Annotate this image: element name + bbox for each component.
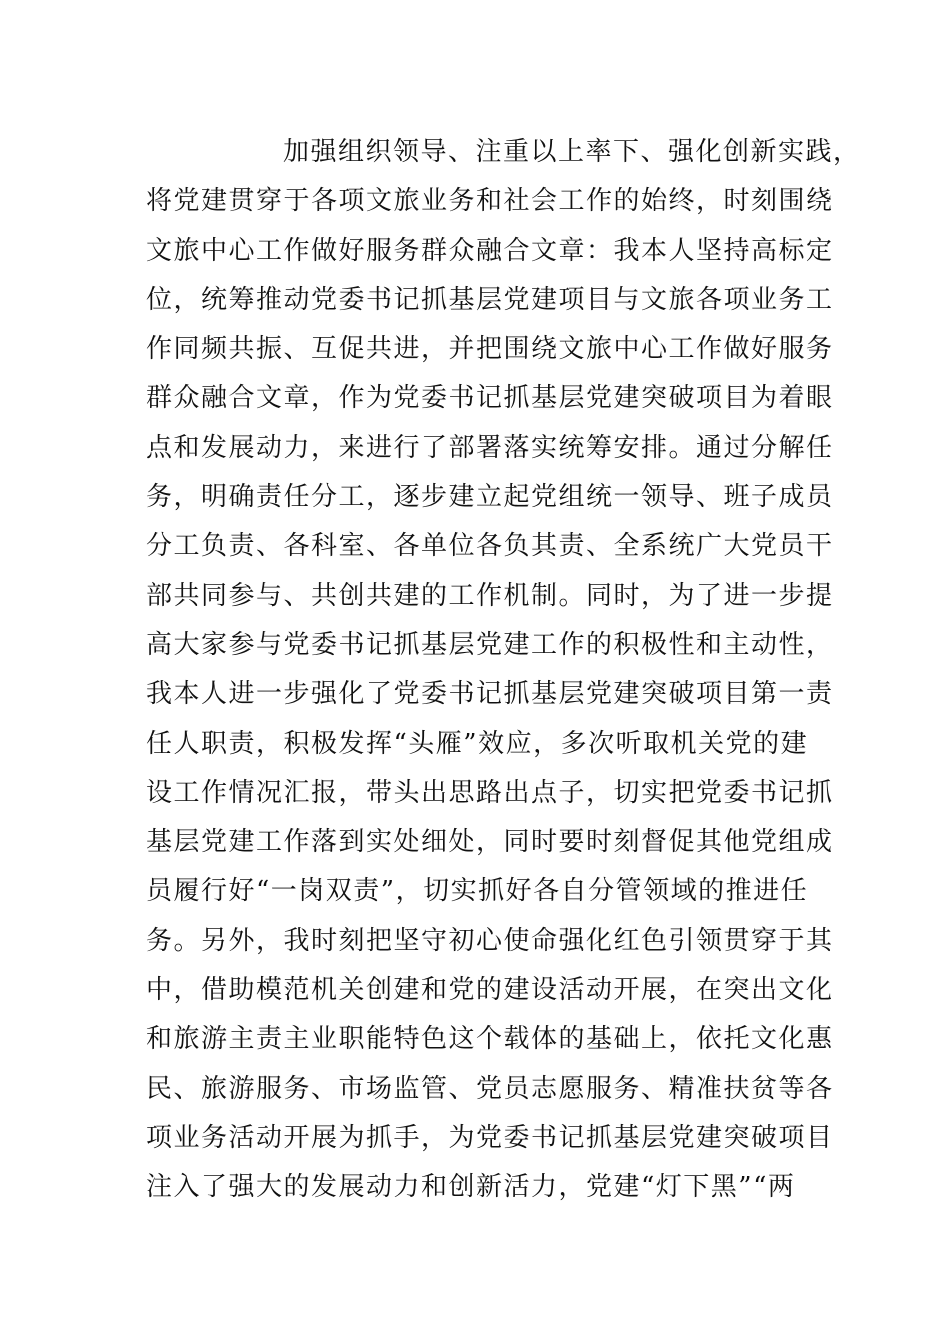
body-paragraph (146, 128, 861, 1213)
text-line: 群众融合文章，作为党委书记抓基层党建突破项目为着眼 (146, 383, 834, 414)
text-line: 点和发展动力，来进行了部署落实统筹安排。通过分解任 (146, 432, 834, 463)
text-line: 项业务活动开展为抓手，为党委书记抓基层党建突破项目 (146, 1122, 834, 1153)
text-line: 分工负责、各科室、各单位各负其责、全系统广大党员干 (146, 531, 834, 562)
text-line: 设工作情况汇报，带头出思路出点子，切实把党委书记抓 (146, 777, 834, 808)
text-line: 高大家参与党委书记抓基层党建工作的积极性和主动性， (146, 629, 834, 660)
text-line: 文旅中心工作做好服务群众融合文章：我本人坚持高标定 (146, 235, 834, 266)
text-line: 部共同参与、共创共建的工作机制。同时，为了进一步提 (146, 580, 834, 611)
text-line: 作同频共振、互促共进，并把围绕文旅中心工作做好服务 (146, 334, 834, 365)
text-line: 和旅游主责主业职能特色这个载体的基础上，依托文化惠 (146, 1024, 834, 1055)
text-line: 注入了强大的发展动力和创新活力，党建“灯下黑”“两 (146, 1172, 796, 1203)
text-line: 加强组织领导、注重以上率下、强化创新实践， (283, 137, 861, 167)
text-line: 将党建贯穿于各项文旅业务和社会工作的始终，时刻围绕 (146, 186, 834, 217)
text-line: 民、旅游服务、市场监管、党员志愿服务、精准扶贫等各 (146, 1073, 834, 1104)
text-line: 员履行好“一岗双责”，切实抓好各自分管领域的推进任 (146, 876, 809, 907)
text-line: 务，明确责任分工，逐步建立起党组统一领导、班子成员 (146, 482, 834, 513)
text-line: 务。另外，我时刻把坚守初心使命强化红色引领贯穿于其 (146, 925, 834, 956)
text-line: 位，统筹推动党委书记抓基层党建项目与文旅各项业务工 (146, 284, 834, 315)
text-line: 我本人进一步强化了党委书记抓基层党建突破项目第一责 (146, 679, 834, 710)
text-line: 任人职责，积极发挥“头雁”效应，多次听取机关党的建 (146, 728, 809, 759)
text-line: 中，借助模范机关创建和党的建设活动开展，在突出文化 (146, 975, 834, 1006)
text-line: 基层党建工作落到实处细处，同时要时刻督促其他党组成 (146, 827, 834, 858)
